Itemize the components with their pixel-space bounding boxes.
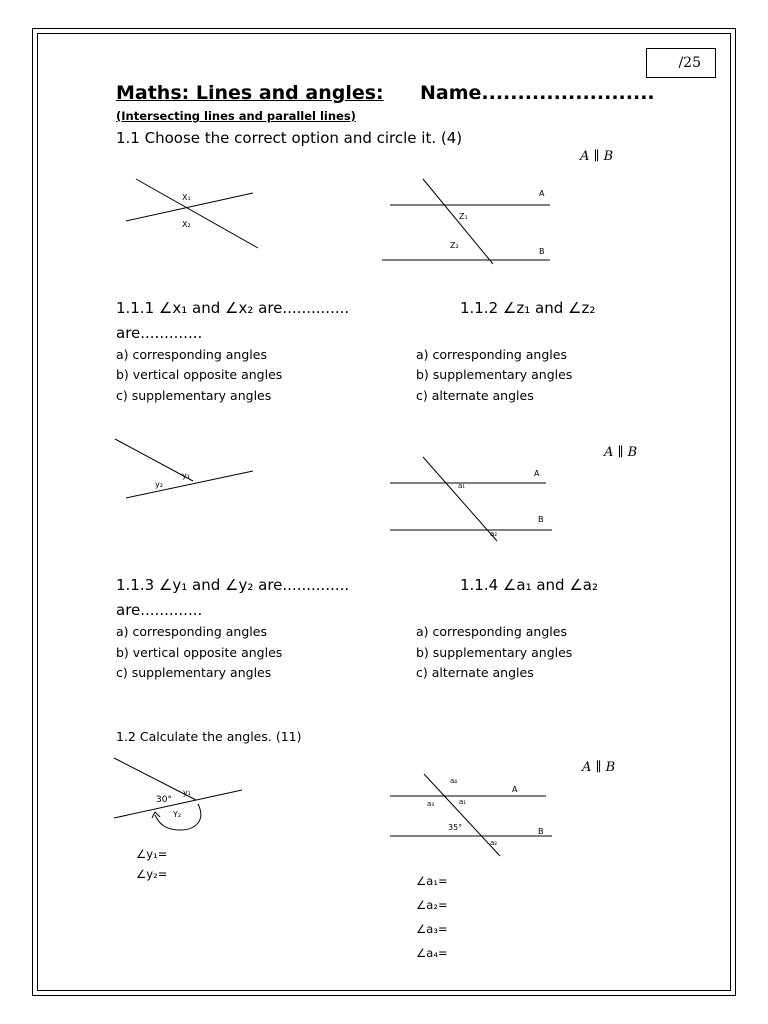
question-1-1-2-continuation: are.............: [116, 324, 203, 342]
fig4-label-b: B: [538, 515, 544, 524]
q3-option-c[interactable]: c) supplementary angles: [116, 665, 272, 680]
fig5-label-30: 30°: [156, 795, 172, 805]
q2-option-b[interactable]: b) supplementary angles: [416, 367, 573, 382]
fig2-label-b: B: [539, 247, 545, 256]
answer-a4[interactable]: ∠a₄=: [416, 946, 448, 960]
fig6-label-a3: a₃: [427, 800, 435, 808]
answer-a3[interactable]: ∠a₃=: [416, 922, 448, 936]
fig6-label-a: A: [512, 785, 518, 794]
q1-option-a[interactable]: a) corresponding angles: [116, 347, 267, 362]
question-1-1-2: 1.1.2 ∠z₁ and ∠z₂: [460, 299, 596, 317]
fig6-label-a4: a₄: [450, 777, 458, 785]
worksheet-subtitle: (Intersecting lines and parallel lines): [116, 109, 356, 123]
q3-option-b[interactable]: b) vertical opposite angles: [116, 645, 283, 660]
fig3-label-y1: y₁: [182, 471, 190, 480]
fig5-label-y1: y₁: [183, 788, 191, 797]
name-field-label: Name........................: [420, 82, 655, 104]
q1-option-b[interactable]: b) vertical opposite angles: [116, 367, 283, 382]
parallel-note-3: A ∥ B: [582, 760, 616, 775]
fig4-label-a2: a₂: [490, 530, 498, 538]
answer-y1[interactable]: ∠y₁=: [136, 847, 168, 861]
fig6-label-a2: a₂: [490, 839, 498, 847]
answer-a1[interactable]: ∠a₁=: [416, 874, 448, 888]
q4-option-b[interactable]: b) supplementary angles: [416, 645, 573, 660]
fig6-label-a1: a₁: [459, 798, 467, 806]
q2-option-c[interactable]: c) alternate angles: [416, 388, 534, 403]
question-1-1-4-continuation: are.............: [116, 601, 203, 619]
q1-option-c[interactable]: c) supplementary angles: [116, 388, 272, 403]
q3-option-a[interactable]: a) corresponding angles: [116, 624, 267, 639]
fig2-label-z1: Z₁: [459, 212, 468, 221]
answer-a2[interactable]: ∠a₂=: [416, 898, 448, 912]
question-1-1-3: 1.1.3 ∠y₁ and ∠y₂ are..............: [116, 576, 350, 594]
question-1-1-1: 1.1.1 ∠x₁ and ∠x₂ are..............: [116, 299, 350, 317]
answer-y2[interactable]: ∠y₂=: [136, 867, 168, 881]
question-1-1-4: 1.1.4 ∠a₁ and ∠a₂: [460, 576, 598, 594]
fig2-label-z2: Z₂: [450, 241, 459, 250]
section1-instruction: 1.1 Choose the correct option and circle it. (4): [116, 129, 463, 147]
title-text: Maths: Lines and angles:: [116, 82, 384, 104]
score-total: /25: [678, 55, 701, 71]
q4-option-c[interactable]: c) alternate angles: [416, 665, 534, 680]
fig6-label-35: 35°: [448, 823, 463, 832]
q2-option-a[interactable]: a) corresponding angles: [416, 347, 567, 362]
section2-instruction: 1.2 Calculate the angles. (11): [116, 729, 302, 744]
fig1-label-x1: X₁: [182, 193, 191, 202]
q4-option-a[interactable]: a) corresponding angles: [416, 624, 567, 639]
fig6-label-b: B: [538, 827, 544, 836]
fig6-transversal: [424, 774, 500, 856]
parallel-note-1: A ∥ B: [580, 149, 614, 164]
fig3-label-y2: y₂: [155, 480, 163, 489]
fig2-label-a: A: [539, 189, 545, 198]
fig4-label-a: A: [534, 469, 540, 478]
fig4-label-a1: a₁: [458, 482, 466, 490]
fig1-label-x2: X₂: [182, 220, 191, 229]
fig5-label-y2: Y₂: [173, 810, 182, 819]
parallel-note-2: A ∥ B: [604, 445, 638, 460]
